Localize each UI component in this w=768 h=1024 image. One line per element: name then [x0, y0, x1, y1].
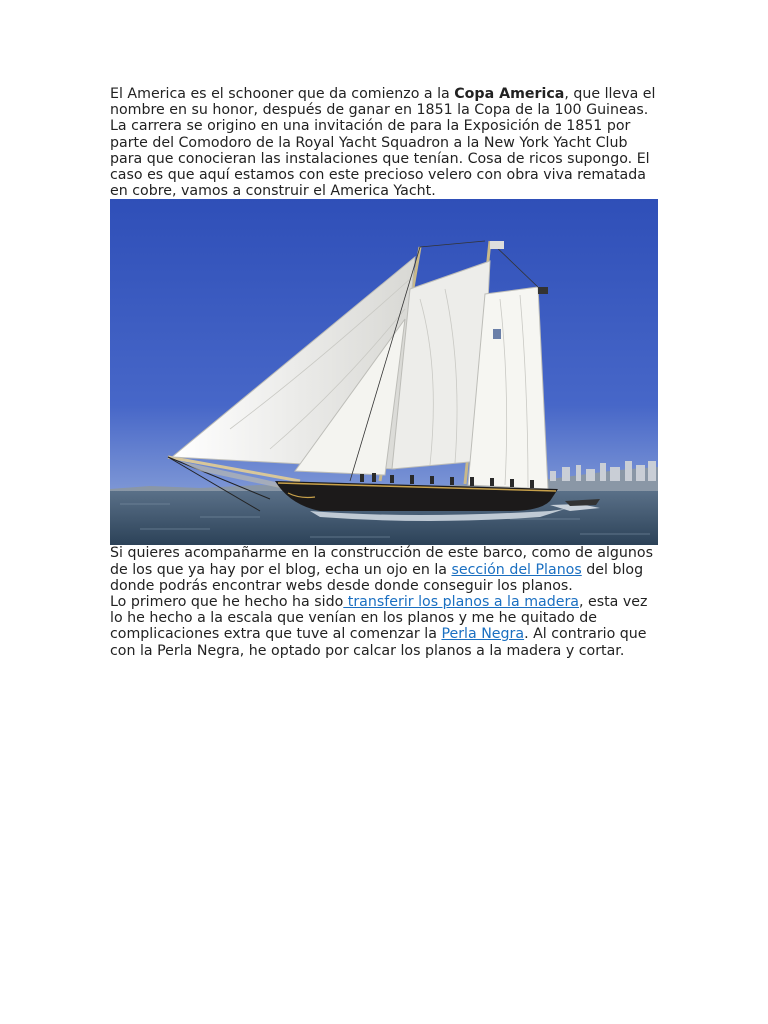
transferir-text-start: Lo primero que he hecho ha sido — [110, 594, 344, 611]
transferir-text-end: . Al contrario que con la Perla Negra, he optado por calcar los planos a la madera y cortar. — [110, 626, 647, 659]
planos-text-start: Si quieres acompañarme en la construcción de este barco, como de algunos de los que ya hay por el blog, echa un ojo en la — [110, 545, 653, 578]
intro-paragraph — [110, 86, 658, 199]
transferir-text-middle: , esta vez lo he hecho a la escala que venían en los planos y me he quitado de complicaciones extra que tuve al comenzar la — [110, 594, 648, 643]
intro-text-start: El America es el schooner que da comienzo a la — [110, 86, 455, 102]
perla-negra-link[interactable]: Perla Negra — [441, 626, 525, 643]
article — [110, 86, 658, 659]
seccion-planos-link[interactable]: sección del Planos — [451, 561, 582, 578]
copa-america-bold: Copa America — [454, 86, 565, 102]
transferir-paragraph — [110, 594, 658, 659]
america-schooner-photo — [110, 199, 658, 545]
planos-text-end: del blog donde podrás encontrar webs desde donde conseguir los planos. — [110, 561, 644, 594]
intro-text-end: , que lleva el nombre en su honor, después de ganar en 1851 la Copa de la 100 Guineas. La carrera se origino en una invitación de para la Exposición de 1851 por parte del Comodoro de la Royal Yacht Squadron a la New York Yacht Club para que conocieran las instalaciones que tenían. Cosa de ricos supongo. El caso es que aquí estamos con este precioso velero con obra viva rematada en cobre, vamos a construir el America Yacht. — [110, 86, 656, 200]
planos-paragraph — [110, 545, 658, 594]
transferir-planos-link[interactable]: transferir los planos a la madera — [343, 594, 579, 611]
